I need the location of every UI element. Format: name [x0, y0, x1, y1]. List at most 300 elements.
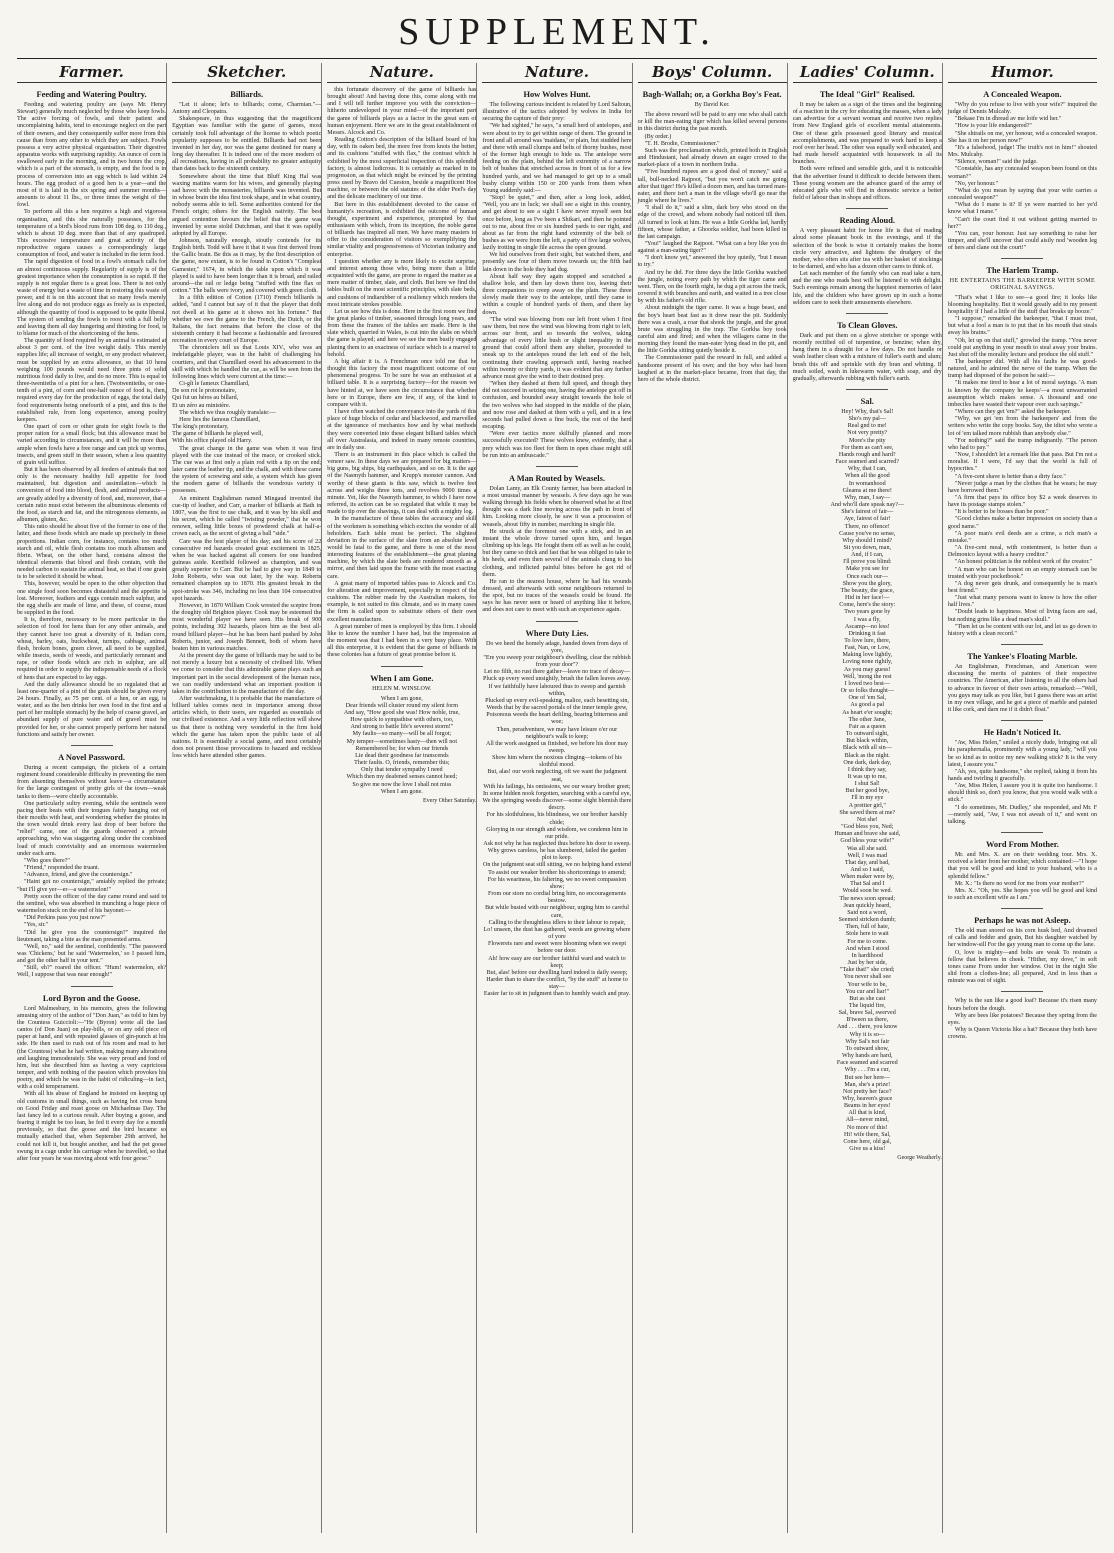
poem-line: But, alas! before our dwelling hard indeed is daily sweep;: [486, 969, 628, 976]
poem-line: One dark, dark day,: [843, 759, 892, 766]
poem-line: So give me now the love I shall not miss: [352, 781, 452, 788]
article: [948, 651, 1097, 714]
poem-line: Sal, brave Sal, swerved: [838, 1010, 896, 1017]
article-paragraph: One quart of corn or other grain for eight fowls is the proper ration for a small flock; but this allowance must be varied according to circumstances, and it will be more than ample when fowls have a free range and can pick up worms, insects, and green stuff in their season, when a less quantity of grain will suffice.: [17, 424, 167, 466]
poem-line: Hey! Why, that's Sal!: [841, 409, 894, 415]
article-separator: [71, 745, 113, 746]
article: [948, 727, 1097, 826]
department-heading: Farmer.: [17, 63, 166, 83]
poem-line: My temper—sometimes hasty—then will not: [346, 738, 458, 745]
poem-line: Sho's my pal—: [848, 416, 886, 423]
article-paragraph: Pretty soon the officer of the day came round and said to the sentinel, who was absorbed in munching a huge piece of watermelon stuck on the end of his bayonet:—: [17, 893, 167, 915]
poem-line: Well, I was mad: [847, 852, 887, 859]
poem-line: Why, heaven's grace: [842, 1096, 893, 1102]
article-paragraph: Feeding and watering poultry are (says Mr. Henry Stewart) generally much neglected by those who keep fowls. The active forcing of fowls, and their patient and uncomplaining habits, tend to encourage neglect on the part of their owners, and they consequently suffer more from this cause than from any other to which they are subject. Fowls possess a very active physical organisation. Their digestive apparatus works with surprising rapidity. An ounce of corn is swallowed early in the morning, and in two hours the crop, which is a part of the stomach, is empty, and the food is in process of conversion into an egg which is laid within 24 hours. The egg product of a good hen is a year—and the most of it is laid in the six spring and summer months—amounts to about 11 lbs., or three times the weight of the fowl.: [17, 102, 167, 209]
poem-line: Or so folks thought—: [840, 688, 894, 695]
column-6: [787, 63, 942, 1533]
column-1: [17, 63, 166, 1533]
article-paragraph: "Ah, yes, quite handsome," she replied, taking it from his hands and twirling it gracefully.: [947, 768, 1097, 782]
poem-line: And strong to battle life's severest storm!": [350, 724, 454, 731]
poem-line: B'tween us there,: [846, 1017, 889, 1024]
poem-line: Easier far to sit in judgment than to humbly watch and pray.: [483, 991, 631, 998]
poem-line: Black as the night.: [844, 752, 890, 759]
poem-line: Hi! wife there, Sal,: [844, 1131, 891, 1138]
poem-line: Cause you've no sense,: [839, 530, 896, 537]
poem-line: The news soon spread;: [839, 895, 896, 902]
article-paragraph: With all his abuse of England he insisted on keeping up old customs in small things, such as having hot cross buns on Good Friday and roast goose on Michaelmas Day. The last fancy led to a curious result. After buying a goose, and fearing it might be too lean, he fed it every day for a month previously, so that the goose and the bird became so mutually attached that, when September 29th arrived, he could not kill it, but bought another, and had the pet goose swung in a cage under his carriage when he travelled, so that after four years he was moving about with four geese.": [17, 1091, 167, 1162]
article-paragraph: "Where can they get 'em?" asked the barkeeper.: [954, 409, 1071, 416]
department-heading: Ladies' Column.: [793, 63, 942, 83]
poem-line: Not very pretty?: [847, 430, 888, 437]
article: [482, 473, 631, 615]
article-byline: HELEN M. WINSLOW.: [372, 685, 432, 692]
poem-line: Aye, fairest of fair!: [844, 516, 891, 523]
article-paragraph: However, in 1870 William Cook wrested the sceptre from the doughty old Brighton player. Cook may be esteemed the most wonderful player we have seen. His break of 900 points, including 302 hazards, places him as the best all-round billiard player—but he has been hard pushed by John Roberts, junior, and Joseph Bennett, both of whom have beaten him in various matches.: [172, 602, 322, 652]
article-paragraph: This ratio should be about five of the former to one of the latter, and these foods which are made up precisely in these proportions. Indian corn, for instance, contains too much starch and oil, while flesh contains too much albumen and fibrin. Wheat, on the other hand, contains almost the identical elements that blood and flesh contain, with the needed carbon to sustain the animal heat, so that if one grain is to be selected it should be wheat.: [17, 524, 167, 581]
article-title: Perhaps he was not Asleep.: [974, 916, 1071, 926]
article-paragraph: "That's what I like to see—a good fire; it looks like blooming hospitality. But it would greatly add to my present hospitality if I had a little of the stuff that breaks up booze.": [947, 294, 1097, 315]
poem-line: Lo! unseen, the dust has gathered, weeds are growing where of yore: [483, 926, 631, 941]
article-paragraph: "I do sometimes, Mr. Dudley," she responded, and Mr. F—merely said, "Aw, I was not aweah of it," and went on talking.: [947, 804, 1097, 825]
article-paragraph: "Who goes there?": [24, 857, 70, 864]
article-paragraph: After watchmaking, it is probable that the manufacture of billiard tables comes next in importance among those articles which, to their users, are regarded as essentials of our civilised existence. And a very little reflection will show us that there is nothing very wonderful in the firm hold which the game has taken upon the public taste of all nations. It is essentially a social game, and most certainly does not present those provocations to hazard and reckless loss which have attended other games.: [172, 695, 322, 760]
article-paragraph: "Stop! be quiet," and then, after a long look, added, "Well, you are in luck; we shall see a sight in this country, and get about to see a sight I have never myself seen but once before, long as I've been a Shikari, and then he pointed out to me, about five or six hundred yards to our right, and about as far from the right hand extremity of the belt of bushes as we were from the left, a party of five large wolves, lazily trotting in single file across the open ground.: [482, 195, 632, 252]
poem-line: Ask not why he has neglected thus before his door to sweep.: [483, 841, 631, 847]
article: [793, 320, 942, 383]
article-paragraph: Somewhere about the time that Bluff King Hal was waxing mattins warm for his wives, and generally playing sad havoc with the monasteries, billiards was invented. But in whose brain the idea first took shape, and in what country, nobody seems able to tell. Some authorities contend for the French origin; others for the English nativity. The best argued contention favours the belief that the game was invented by some stolid Dutchman, and that it was rapidly adopted by all Europe.: [172, 173, 322, 237]
article-paragraph: Shakespeare, in thus suggesting that the magnificent Egyptian was familiar with the game of games, most certainly took full advantage of the license to which poetic popularity supposes to be entitled. Billiards had not been invented in her day, nor was the game destined for many a long day thereafter. It is indeed one of the more modern of all recreations, having in all probability no greater antiquity than dates back to the sixteenth century.: [172, 116, 322, 173]
article-title: A Novel Password.: [58, 752, 125, 762]
article-paragraph: Johnson, naturally enough, stoutly contends for its English birth. Todd will have it that it was first derived from the Gallic brain. Be this as it may, by the first description of the game, now extant, is to be found in Cotton's "Compleat Gamester," 1674, in which the table upon which it was played is said to have been longer than it is broad, and railed around—the rail or ledge being "stuffed with fine flax or cotton." The balls were ivory, and covered with green cloth.: [172, 237, 322, 295]
poem-line: Fast, Nan, or Low,: [844, 645, 890, 652]
poem-line: Jean quickly heard,: [843, 902, 891, 909]
article-paragraph: Care was the best player of his day; and his score of 22 consecutive red hazards created great excitement in 1825, when he was backed against all comers for one hundred guineas aside. Kentfield followed as champion, and was greatly superior to Carr. But he had to give way in 1849 to John Roberts, who was out later, by the way. Roberts remained champion up to 1870. His greatest break in the spot-stroke was 346, including no less than 104 consecutive spot hazards.: [172, 538, 322, 602]
article-paragraph: "Why do you refuse to live with your wife?" inquired the judge of Dennis Mulcahy.: [947, 102, 1097, 116]
poem-line: Give us a kiss!: [849, 1146, 886, 1153]
article-paragraph: "You!" laughed the Rajpoot. "What can a boy like you do against a man-eating tiger?": [637, 240, 787, 255]
article-paragraph: An eminent Englishman named Mingaud invented the cue-tip of leather, and Carr, a marker of billiards at Bath in 1807, was the first to use chalk, and it was by his skill and his secret, which he called "twisting powder," that he won renown, selling little boxes of powdered chalk at half-a-crown each, as the secret of giving a ball "side.": [172, 495, 322, 538]
article-title: A Man Routed by Weasels.: [509, 473, 605, 483]
article-paragraph: "She shtrails on me, yer honour, wid a concealed weapon. She has it on her person now!": [947, 130, 1097, 144]
article-title: The Ideal "Girl" Realised.: [819, 90, 915, 99]
newspaper-page: [17, 6, 1097, 1533]
article-separator: [846, 313, 888, 314]
article: [948, 839, 1097, 902]
article-title: To Clean Gloves.: [837, 320, 898, 330]
article: [948, 915, 1097, 985]
article-paragraph: "Friend," responded the truant.: [24, 865, 100, 872]
poem-line: For his slothfulness, his blindness, we our brother harshly chide;: [486, 812, 628, 826]
poem-line: No more of this!: [847, 1124, 888, 1131]
article-paragraph: In the manufacture of these tables the accuracy and skill of the workmen is something which excites the wonder of all beholders. Each table must be perfect. The slightest deviation in the surface of the slate from an absolute level would be fatal to the game, and there is one of the most interesting features of the establishment—the great planing machine, by which the slate beds are rendered smooth as a mirror, and then laid upon the frame with the most exacting care.: [327, 516, 477, 580]
poem-line: Just by her side,: [847, 960, 887, 967]
article-paragraph: About midnight the tiger came. It was a huge beast, and the boy's heart beat fast as it drew near the pit. Suddenly there was a crash, a roar that shook the jungle, and the great brute was struggling in the trap. The Gorkha boy took careful aim and fired; and when the villagers came in the morning they found the man-eater lying dead in the pit, and the little Gorkha sitting quietly beside it.: [637, 305, 787, 355]
article-paragraph: Mr. and Mrs. X. are on their wedding tour. Mrs. X. received a letter from her mother, which contained:—"I hope that you will be good and kind to your husband, who is a splendid fellow.": [947, 852, 1097, 880]
poem-line: All—never mind,: [845, 1117, 889, 1124]
poem-block: [482, 641, 631, 999]
article-paragraph: Here lies the famous Chamillard, The king's protonotary, The game of billiards he played well, With his office played old Harry.: [172, 416, 264, 445]
poem-line: God bless your wife!": [840, 838, 895, 845]
poem-line: "God bless you, Ned;: [841, 824, 894, 831]
article-paragraph: Why are bees like potatoes? Because they spring from the eyes.: [947, 1012, 1097, 1026]
poem-line: Drinking it fast: [848, 630, 886, 637]
article-paragraph: The above reward will be paid to any one who shall catch or kill the man-eating tiger which has killed several persons in this district during the past month.: [637, 112, 787, 133]
poem-line: Two years gone by: [844, 609, 891, 616]
article-paragraph: A very pleasant habit for home life is that of reading aloud some pleasant book in the evenings, and if the selection of the book is wise it certainly makes the home circle very attractive, and lightens the drudgery of the mother, who often sits after tea with her basket of stockings to be darned, and who has a dozen other cares to think of.: [792, 228, 942, 270]
poem-line: I was a fly,: [853, 616, 881, 623]
article-paragraph: "A firm that pays its office boy $2 a week deserves to have its postage stamps stolen.": [947, 494, 1097, 509]
poem-line: Then, full of hate,: [845, 924, 890, 931]
poem-line: Why grows careless, he has slumbered, failed the garden plot to keep.: [487, 848, 627, 862]
article-paragraph: Ci-gît le fameux Chamillard, De son roi le protonotaire, Qui fut un héros au billard, Et un zéro au ministère.: [172, 381, 250, 409]
poem-line: Once each our—: [846, 573, 888, 580]
article-paragraph: Let each member of the family who can read take a turn, and the one who reads best will be listened to with delight. Such evenings remain among the happiest memories of later life, and the children who have grown up in such a home seldom care to seek their amusements elsewhere.: [792, 271, 942, 306]
poem-line: Show him where the noxious clinging—tokens of his slothful mood.: [492, 755, 622, 769]
article-paragraph: The quantity of food required by an animal is estimated at about 3 per cent. of the live weight daily. This merely supplies life; all increase of weight, or any product whatever, must be supplied by an extra allowance, so that 10 hens weighing 100 pounds would need three pints of solid nutritious food daily to live, and do no more. This is equal to three-twentieths of a pint for a hen. (Twotwentieths, or one-tenth of a pint, of corn and one-half ounce of food is, then, required every day for the production of eggs, the total daily food requirements being onefourth of a pint, and this is the established rule, from long experience, among poultry keepers.: [17, 338, 167, 423]
article-paragraph: "We had sighted," he says, "a small herd of antelopes, and were about to try to get within range of them. The ground in front and all around was 'maidans,' or plain, but studded here and there with small clumps and belts of thorny bushes, most of the former high enough to hide us. The antelope were feeding on the plain, behind the left extremity of a narrow belt of bushes that stretched across in front of us for a few hundred yards, and we had managed to get up to a small bushy clump within 150 or 200 yards from them when Young suddenly said:—: [482, 123, 632, 194]
article-paragraph: "It's a falsehood, judge! The truth's not in him!" shouted Mrs. Mulcahy.: [947, 144, 1097, 159]
poem-line: Dear friends will cluster round my silent form: [345, 702, 458, 709]
article-paragraph: But it has been observed by all feeders of animals that not only is the necessary healthy full appetite for food maintained, but digestion and assimilation—which is conversion of food into blood, flesh, and animal products—are greatly aided by a diversity of food, and, moreover, that a certain ratio must exist between the albuminous elements of the food, as starch and fat, and the nitrogenous elements, as albumen, gluten, &c.: [17, 466, 167, 524]
article-paragraph: "Doubt leads to happiness. Most of living faces are sad, but nothing grins like a dead man's skull.": [947, 609, 1097, 623]
poem-line: Why, man, I say—: [844, 494, 891, 501]
poem-line: Sit you down, man,: [843, 544, 892, 551]
poem-line: Let no filth, no rust there gather—leave no trace of decay—: [483, 669, 630, 676]
article-paragraph: "I don't know yet," answered the boy quietly, "but I mean to try.": [637, 255, 787, 269]
poem-line: Face seamed and scarred?: [835, 459, 899, 466]
article-title: Word From Mother.: [986, 840, 1059, 850]
poem-line: Making love lightly,: [842, 652, 893, 659]
poem-line: She saved them at me?: [839, 809, 896, 816]
poem-line: Then, peradventure, we may have leisure o'er our neighbour's walk to keep;: [496, 726, 618, 740]
poem-line: Plucked up every evil-speaking, malice, each besetting sin,: [485, 697, 629, 704]
article-paragraph: "A dog never gets drunk, and consequently he is man's best friend.": [947, 580, 1097, 594]
poem-line: Pluck up every weed unsightly, brush the fallen leaves away.: [483, 676, 631, 683]
poem-line: More's the pity: [848, 437, 886, 444]
poem-line: Real gnd to me!: [847, 423, 887, 430]
poem-line: All the work assigned us finished, we before his door may sweep.: [485, 740, 628, 754]
poem-line: When all the good: [844, 473, 890, 480]
article-paragraph: Mr. X.: "Is there no word for me from your mother?": [954, 880, 1085, 887]
article-title: A Concealed Weapon.: [983, 90, 1062, 99]
poem-line: Fair as a queen: [848, 723, 886, 730]
poem-line: There, no offence!: [844, 523, 890, 530]
article-paragraph: "Never judge a man by the clothes that he wears; he may have borrowed them.": [947, 480, 1097, 494]
poem-block: [793, 409, 942, 1153]
poem-line: The other Jane,: [848, 716, 886, 723]
article: [17, 993, 166, 1163]
article: [17, 752, 166, 980]
article-paragraph: "What do you mean by saying that your wife carries a concealed weapon?": [947, 187, 1097, 202]
poem-line: Come here, old gal,: [843, 1138, 892, 1145]
article-paragraph: He ran to the nearest house, where he had his wounds dressed, and afterwards with some neighbours returned to the spot, but no traces of the weasels could be found. He says he has never seen or heard of anything like it before, and does not care to meet with such an experience again.: [482, 578, 632, 614]
article-paragraph: And the daily allowance should be so regulated that at least one-quarter of a pint of the grain should be given every 24 hours. Finally, as 75 per cent. of a hen, or an egg, is water, and as the hen drinks her own food in the first and a part of her multiple stomach) by the help of coarse gravel, an abundant supply of pure water and of gravel must be provided for her, or she cannot properly perform her natural functions and satisfy her owner.: [17, 681, 167, 738]
poem-line: Calling to the thoughtless idlers to their labour to repair,: [488, 919, 626, 926]
poem-line: Human and brave she said,: [834, 831, 901, 838]
article-paragraph: "Now, I shouldn't let a remark like that pass. But I'm not a moralist. If I were, I'd say that the world is full of hypocrites.": [947, 452, 1097, 473]
poem-line: Not she!: [856, 816, 878, 823]
article-title: Sal.: [860, 397, 874, 406]
article-paragraph: But here in this establishment devoted to the cause of humanity's recreation, is exhibited the outcome of human thought, experiment and experience, prompted by that enthusiasm with which, from its inception, the noble game of billiards has inspired all men. We have many masters to offer to the consideration of visitors so exemplifying the similar vitality and progressiveness of Victorian industry and enterprise.: [327, 201, 477, 258]
article-paragraph: O, love is mighty—and bolts are weak To restrain a fellow that believes in cheek. "Hither, my dove," in soft tones came From under her window. Out in the night She slid from a clothes-line; all prepared, And in less than a minute was out of sight.: [947, 949, 1097, 985]
article-paragraph: I have often watched the conveyance into the yards of this place of huge blocks of cedar and blackwood, and marvelled at the ignorance of mechanics how and by what methods they were converted into these elegant billiard tables which all over Australasia, and indeed in many remote countries, are in daily use.: [327, 409, 477, 451]
department-heading: Nature.: [327, 63, 476, 83]
poem-line: Hid in her face!—: [845, 595, 890, 602]
article: [948, 265, 1097, 638]
poem-line: That day, and bad,: [844, 859, 890, 866]
poem-line: Face seamed and scarred: [836, 1060, 898, 1067]
article-paragraph: "You can, your honour. Just say something to raise her timper, and she'll uncover that could aisily nod 'wooden leg of hers and clane out the court!": [947, 230, 1097, 252]
article-paragraph: "When they dashed at them full speed, and though they did not succeed in seizing one, having the antelope got off in confusion, and bounded away straight towards the hole of the two wolves who had stopped in the middle of the plain, and now rose and dashed at them with a yell, and in a few seconds had pulled down a fine buck, the rest of the herd escaping.: [482, 381, 632, 431]
poem-line: Harder than to share the conflict, "by the stuff" at home to stay—: [486, 976, 628, 991]
article-paragraph: A big affair it is. A Frenchman once told me that he thought this factory the most magnificent outcome of our phenomenal progress. To be sure he was an enthusiast at a billiard table. It is a surprising factory—for the reason we have hinted at, we have seen the circumstance that whether here or in Europe, there are few, if any, of the kind to compare with it.: [327, 358, 477, 408]
article: [172, 89, 321, 760]
article-paragraph: "I shall do it," said a slim, dark boy who stood on the edge of the crowd, and whom nobody had noticed till then. All turned to look at him. He was a little Gorkha lad, hardly fifteen, whose father, a Ghoorka soldier, had been killed in the last campaign.: [637, 205, 787, 240]
article-byline: By David Ker.: [694, 102, 730, 108]
poem-line: And, if I can,: [851, 552, 884, 559]
poem-line: Make you see for: [846, 566, 889, 573]
article-paragraph: "Good clothes make a better impression on society than a good name.": [947, 516, 1097, 530]
article-paragraph: "Did he give you the countersign?" inquired the lieutenant, taking a bite as the man presented arms.: [17, 929, 167, 943]
article: [638, 89, 787, 384]
poem-line: Gleams at me there!: [842, 487, 892, 494]
article-separator: [1001, 991, 1043, 992]
article: [17, 89, 166, 739]
poem-line: To love lure, there,: [844, 638, 891, 644]
article-paragraph: Reading Cotton's description of the billiard board of his day, with its oaken bed, the more free from knots the better, and its cushions "stuffed with flax," the contrast which is exhibited by the most superficial inspection of this splendid factory, is almost ludicrous. It is certainly as marked in its progression, as that which might be evinced by the printing press used by Bravo del Cueston, beside a magnificent Hoe machine, or between the old statutes of the elder Peel's day and the delicate machinery of our time.: [327, 137, 477, 201]
poem-line: Glorying in our strength and wisdom, we condemn him in our pride.: [486, 826, 628, 840]
article-title: Feeding and Watering Poultry.: [36, 90, 147, 99]
poem-line: Only that tender sympathy I need: [361, 767, 443, 774]
poem-line: But black within,: [846, 738, 889, 745]
article-paragraph: It is, therefore, necessary to be more particular in the selection of food for hens than for any other animals, and they cannot have too great a diversity of it. Indian corn, wheat, barley, oats, buckwheat, turnips, cabbage, animal flesh, broken bones, green clover, all need to be supplied, while insects, seeds of weeds, and particularly remnant and rape, or other foods which are rich in sulphur, are all required in order to supply the indispensable needs of a flock of hens that are expected to lay eggs.: [17, 617, 167, 681]
article-paragraph: "Why, we get 'em from the barkeepers' and from the writers who write the copy books. Say, the idiot who wrote a lot of 'em talked more rubbish than anybody else.": [947, 416, 1097, 437]
article-paragraph: It may be taken as a sign of the times and the beginning of a reaction in the cry for educating the masses, when a lady can advertise for a servant woman and receive two replies from New England girls of excellent mental attainments. One of these girls possessed good literary and musical accomplishments, and was prepared to work hard to keep a roof over her head. The other was equally well educated, and had made herself acquainted with housework in all its branches.: [792, 102, 942, 166]
poem-line: And when I stood: [845, 945, 890, 952]
poem-line: In some hidden nook forgotten, searching with a careful eye,: [483, 790, 631, 797]
poem-line: Do we heed the homely adage, handed down from days of yore,: [486, 640, 628, 654]
poem-line: You never shall see: [843, 974, 891, 981]
poem-line: Their faults. O, friends, remember this;: [354, 760, 450, 767]
poem-line: Beams in her eyes!: [844, 1103, 891, 1110]
article-separator: [1001, 908, 1043, 909]
poem-line: With his failings, his omissions, we our weary brother greet;: [483, 783, 631, 790]
article-paragraph: (By order.): [644, 133, 672, 140]
column-3: [321, 63, 476, 1533]
poem-block: [327, 696, 476, 796]
article-paragraph: I question whether any is more likely to excite surprise, and interest among those who, being more than a little acquainted with the game, are prone to regard the matter as a mere matter of timber, slate, and cloth. But here we find the tables built on the most scientific principles, with slate beds, and cushions of indiarubber of a resiliency which renders the most intricate strokes possible.: [327, 258, 477, 308]
article-paragraph: And try he did. For three days the little Gorkha watched the jungle, noting every path by which the tiger came and went. Then, on the fourth night, he dug a pit across the track, covered it with branches and earth, and waited in a tree close by with his father's old rifle.: [637, 269, 787, 305]
article-separator: [536, 621, 578, 622]
article-paragraph: The great change in the game was when it was first played with the cue instead of the mace, or crooked stick. The cue was at first only a plain rod with a tip on the end; later came the leather tip, and the chalk, and with these came the system of screwing and side, a system which has given the modern game of billiards the wondrous variety it possesses.: [172, 445, 322, 495]
poem-line: I loved two best—: [844, 680, 890, 687]
poem-line: For them as can't see,: [841, 444, 894, 451]
article-paragraph: "Constable, has any concealed weapon been found on this woman?": [947, 166, 1097, 180]
article-paragraph: Dolan Lamy, an Elk County farmer, has been attacked in a most unusual manner by weasels. A few days ago he was walking through his fields when he observed what he at first thought was a dark line moving across the path in front of him. Looking more closely, he saw it was a procession of weasels, about fifty in number, marching in single file.: [482, 485, 632, 528]
poem-line: "Ere you sweep your neighbour's dwelling, clear the rubbish from your door"?: [483, 654, 631, 669]
poem-line: And say, "How good she was! How noble, true,: [343, 709, 460, 716]
article-title: The Yankee's Floating Marble.: [967, 652, 1078, 662]
poem-line: All that is kind,: [848, 1110, 887, 1117]
poem-line: Poisonous weeds the heart defiling, bearing bitterness and woe;: [486, 712, 628, 726]
poem-line: As you may guess!: [844, 666, 891, 673]
department-heading: Boys' Column.: [638, 63, 787, 83]
poem-line: We the springing weeds discover—some slight blemish there descry.: [482, 798, 632, 812]
poem-line: I'll in my eye: [851, 795, 884, 802]
poem-line: A prettier girl,": [848, 802, 886, 809]
article-paragraph: "Still, eh?" roared the officer. "Hum! watermelon, eh? Well, I suppose that was near enough!": [17, 965, 167, 979]
poem-line: But, alas! our work neglecting, oft we want the judgment seat,: [487, 769, 627, 783]
poem-line: Lie dead their goodness far transcends: [355, 752, 449, 759]
article-paragraph: "Let it alone; let's to billiards; come, Charmian."—Antony and Cleopatra.: [172, 102, 322, 116]
poem-line: On the judgment seat still sitting, we no helping hand extend: [482, 862, 632, 869]
article-title: Bagh-Wallah; or, a Gorkha Boy's Feat.: [642, 90, 782, 99]
article-paragraph: "A five-cent meal, with contentment, is better than a Delmonico layout with a heavy creditor.": [947, 545, 1097, 559]
poem-line: Was all she said.: [847, 845, 888, 852]
article-paragraph: Dark and put them on a glove stretcher or sponge with recently rectified oil of turpentine, or benzine; when dry, hang them in a draught for a few days. Do not handle or wash leather clean with a mixture of fuller's earth and alum; brush this off and sprinkle with dry bran and whiting. If much soiled, wash in lukewarm water, with soap, and dry gradually, afterwards rubbing with fuller's earth.: [792, 332, 942, 382]
article-paragraph: At the present day the game of billiards may be said to be not merely a luxury but a necessity of civilised life. When we come to consider that this admirable game plays such an important part in the social development of the human race, we can readily understand what an important position it takes in the contribution to the manufacture of the day.: [172, 653, 322, 695]
column-5: [632, 63, 787, 1533]
article: [793, 89, 942, 202]
article-paragraph: The barkeeper did. With all his faults he was good-natured, and he admired the nerve of the tramp. When the tramp had disposed of the poison he said:—: [947, 359, 1097, 380]
article: [793, 215, 942, 307]
poem-line: I think they say,: [847, 766, 887, 773]
article-paragraph: "What do I mane is it? If ye were married to her ye'd know what I mane.": [947, 202, 1097, 216]
article-paragraph: "A poor man's evil deeds are a crime, a rich man's a mistake.": [947, 530, 1097, 544]
article-paragraph: "A five-cent shave is better than a dirty face.": [954, 473, 1066, 480]
poem-line: For me to come.: [847, 938, 888, 945]
article-separator: [381, 666, 423, 667]
article-paragraph: In a fifth edition of Cotton (1710) French billiards is added, "and I cannot but say of it that the player that doth not dwell at his game at it shows not his fortune." But whether we owe the game to the French, the Dutch, or the Italians, the fact remains that before the close of the sixteenth century it had become a fashionable and favoured recreation in every court of Europe.: [172, 295, 322, 345]
poem-line: Ah! how easy are our brother faithful ward and watch to keep;: [488, 955, 626, 969]
poem-line: When I am gone.: [380, 788, 423, 795]
article-separator: [846, 208, 888, 209]
article-paragraph: Both were refined and sensible girls, and it is noticeable that the advertiser found it difficult to decide between them. These young women are the advance guard of the army of educated girls who will find in domestic service a better field of labour than in shops and offices.: [792, 166, 942, 202]
article-paragraph: The old man snored on his corn husk bed, And dreamed of calls and fodder and grain, But his daughter watched by her window-sill For the gay young man to come up the lane.: [947, 928, 1097, 949]
article-title: Reading Aloud.: [839, 216, 895, 226]
article-paragraph: Mrs. X.: "Oh, yes. She hopes you will be good and kind to such an excellent wife as I am.": [947, 887, 1097, 901]
article-separator: [71, 986, 113, 987]
poem-line: Which then my deafened senses cannot heed;: [346, 774, 458, 781]
poem-line: Would soon be wed.: [842, 888, 893, 895]
poem-line: To assist our weaker brother his shortcomings to amend;: [488, 869, 626, 876]
article-paragraph: The following curious incident is related by Lord Saltoun, illustrative of the tactics adopted by wolves in India for securing the capture of their prey:: [482, 102, 632, 123]
poem-line: Your wife to be,: [847, 981, 887, 988]
column-4: [476, 63, 631, 1533]
article-subtitle: HE ENTERTAINS THE BARKEEPER WITH SOME ORIGINAL SAYINGS.: [949, 278, 1096, 292]
poem-line: But as she cast: [849, 995, 886, 1002]
article-paragraph: "It makes me tired to hear a lot of moral sayings. 'A man is known by the company he keeps'—a most unwarranted assumption which makes sense. A thousand and one imbeciles have wasted their vapour over such sayings.": [947, 380, 1097, 408]
poem-line: I shut Sal!: [854, 781, 880, 788]
article-paragraph: During a recent campaign, the pickets of a certain regiment found considerable difficulty in preventing the men from absenting themselves without leave—a circumstance for the large contingent of pretty girls of the town—weak tanks to them—were chiefly accountable.: [17, 764, 167, 800]
poem-line: "Take that!" she cried;: [840, 967, 895, 974]
poem-line: When I am gone,: [380, 695, 423, 702]
poem-line: Stole here to wait: [845, 931, 889, 938]
poem-line: Said not a word,: [847, 909, 888, 916]
article-paragraph: "Were ever tactics more skilfully planned and more successfully executed? These wolves knew, evidently, that a prey which was too fleet for them in open chase might still be run into an ambuscade.": [482, 431, 632, 459]
article-paragraph: "Oh, let up on that stuff," growled the tramp. "You never could put anything in your mouth to steal away your brains. Just shut off the morality lecture and produce the old stuff.": [947, 337, 1097, 358]
article-title: Lord Byron and the Goose.: [42, 993, 141, 1003]
poem-line: For his weariness, his faltering, we no sweet compassion show;: [487, 876, 627, 890]
article-paragraph: Let us see how this is done. Here in the first room we find the great planks of timber, seasoned through long years, and from these the frames of the tables are made. Here is the slate which, quarried in Wales, is cut into the slabs on which the game is played; and here we see the men busily engaged planing them to an exactness of surface which is a marvel to behold.: [327, 308, 477, 358]
article-separator: [846, 389, 888, 390]
article-title: Billiards.: [230, 90, 264, 99]
poem-line: Why, that I can,: [847, 466, 887, 473]
poem-line: That Sal and I: [850, 881, 885, 888]
masthead-rule: [17, 58, 1097, 59]
poem-line: In hardihood: [851, 952, 883, 959]
article: [327, 87, 476, 660]
article-paragraph: "A man who can be honest on an empty stomach can be trusted with your pocketbook.": [947, 566, 1097, 580]
article-paragraph: "For nothing?" said the tramp indignantly. "The person who had to pay.": [947, 437, 1097, 451]
article-paragraph: Such was the proclamation which, printed both in English and Hindustani, had already drawn an eager crowd to the market-place of a town in northern India.: [637, 147, 787, 169]
article-paragraph: "Five hundred rupees are a good deal of money," said a tall, bull-necked Rajpoot, "but you won't catch me going after that tiger! He's killed a dozen men, and has turned man-eater, and there isn't a man in the village who'll go near the jungle where he lives.": [637, 169, 787, 205]
article: [482, 89, 631, 460]
poem-line: To outward sight,: [845, 731, 889, 738]
poem-line: Remembered be; for when our friends: [355, 745, 449, 752]
poem-line: Hands rough and hard?: [838, 451, 896, 458]
poem-line: To outward show,: [845, 1045, 889, 1052]
poem-line: And . . . there, you know: [836, 1024, 898, 1031]
article-separator: [1001, 258, 1043, 259]
poem-line: Black with all sin—: [842, 745, 892, 752]
article-paragraph: Why is Queen Victoria like a hat? Because they both have crowns.: [947, 1027, 1097, 1041]
article-paragraph: The Commissioner paid the reward in full, and added a handsome present of his own; and the boy who had been laughed at in the market-place became, from that day, the hero of the whole district.: [637, 355, 787, 383]
article-paragraph: "Did Perkins pass you just now?": [24, 915, 106, 922]
department-heading: Humor.: [948, 63, 1097, 83]
poem-line: From our store no cordial bring him, no encouragements bestow.: [488, 891, 626, 905]
article-paragraph: Why is the sun like a good loaf? Because it's risen many hours before the dough.: [947, 998, 1097, 1012]
department-heading: Nature.: [482, 63, 631, 83]
poem-line: And so I said,: [850, 867, 885, 873]
article-paragraph: An Englishman, Frenchman, and American were discussing the merits of painters of their respective countries. The American, after listening to all the others had to advance in favour of their own artists, remarked:—"Well, you guys may talk as you like, but I guess there was an artist in my own village, and he got a piece of marble and painted it like cork, and darn me if it didn't float.": [947, 664, 1097, 714]
poem-line: Seemed stricken dumb;: [838, 917, 896, 924]
article-paragraph: We hid ourselves from their sight, but watched them, and presently saw four of them move towards us; the fifth had lain down in the hole they had dug.: [482, 252, 632, 273]
poem-line: In womanhood: [848, 480, 886, 487]
article-paragraph: "Just what many persons want to know is how the other half lives.": [947, 595, 1097, 609]
poem-line: You cur and liar!": [845, 988, 890, 995]
poem-line: Weeds that by the sacred portals of the inner temple grew,: [486, 705, 628, 712]
article-paragraph: There is an instrument in this place which is called the veneer saw. In these days we are prepared for big matters—big guns, big ships, big earthquakes, and so on. It is the age of the Nasmyth hammer, and Krupp's monster cannon. And worthy of these giants is this saw, which is twelve feet across and weighs three tons, and revolves 9000 times a minute. Yet, like the Nasmyth hammer, to which I have now referred, its action can be so regulated that while it may be made to tip over the shavings, it can deal with a mighty log.: [327, 451, 477, 516]
poem-line: But while busied with our neighbour, urging him to careful care,: [485, 905, 629, 919]
article-paragraph: About half way they again stopped and scratched a shallow hole, and then lay down there too, leaving their three companions to creep away on the plain. These three slowly made their way to the antelope, until they came to within a couple of hundred yards of them, and there lay down.: [482, 273, 632, 316]
article-separator: [1001, 644, 1043, 645]
poem-line: It was up to me,: [847, 773, 887, 780]
article-paragraph: "Aw, Miss Helen," smiled a nicely dude, bringing out all his paraphernalia, prominently with a young lady, "will you be so kind as to notice my new walking stick? It is the very latest, I assure you.": [947, 740, 1097, 768]
poem-line: As good a pal: [850, 702, 885, 709]
article-source: Every Other Saturday.: [422, 797, 477, 804]
article-paragraph: "Can't the court find it out without getting married to her?": [947, 216, 1097, 230]
article-paragraph: "I suppose," remarked the barkeeper, "that I must treat, but what a fool a man is to put that in his mouth that steals away his brains.": [947, 316, 1097, 337]
article-author: George Weatherly.: [897, 1155, 942, 1162]
article-separator: [1001, 832, 1043, 833]
article-paragraph: One particularly sultry evening, while the sentinels were pacing their beats with their tongues fairly hanging out of their mouths with heat, and wondering whether the pirates in the town would drink every last drop of beer before the "relief" came, one of the guards observed a private approaching, who was staggering along under the combined load of much conviviality and an enormous watermelon under each arm.: [17, 800, 167, 857]
poem-line: But see her here—: [844, 1074, 891, 1081]
article-paragraph: He struck at the foremost one with a stick, and in an instant the whole drove turned upon him, and began climbing up his legs. He fought them off as well as he could, but they came so thick and fast that he was obliged to take to his heels, and even then several of the animals clung to his clothing, and inflicted painful bites before he got rid of them.: [482, 528, 632, 578]
poem-line: The beauty, the grace,: [840, 587, 895, 594]
article-title: How Wolves Hunt.: [523, 90, 591, 99]
poem-line: Why . . . I'm a cur,: [844, 1067, 890, 1074]
article-title: The Harlem Tramp.: [986, 266, 1059, 276]
masthead-title: SUPPLEMENT.: [398, 11, 716, 53]
poem-line: My faults—so many—will be all forgot;: [352, 731, 452, 738]
poem-line: Why should I mind?: [842, 537, 893, 544]
article-paragraph: "T. H. Brodie, Commissioner.": [644, 140, 720, 147]
article: [793, 396, 942, 1162]
department-heading: Sketcher.: [172, 63, 321, 83]
article-paragraph: "Yes, sir.": [24, 922, 49, 929]
poem-line: Man, she's a prize!: [844, 1081, 891, 1088]
